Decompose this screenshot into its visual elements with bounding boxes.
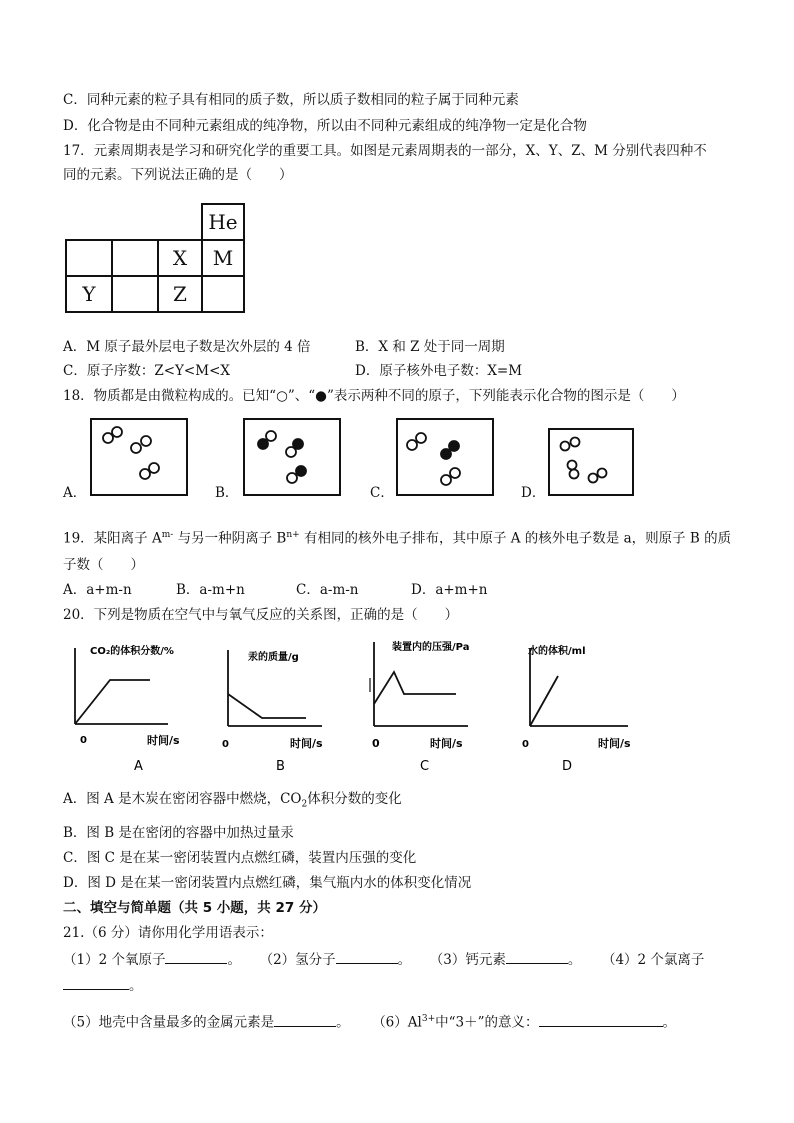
molecule-box-b — [243, 418, 341, 496]
q17-stem-line2: 同的元素。下列说法正确的是（ ） — [63, 167, 293, 183]
cell-empty-3 — [112, 276, 158, 312]
symbol-y: Y — [82, 282, 96, 306]
graph-a-origin: 0 — [80, 735, 87, 746]
q21-part-4: （4）2 个氯离子 — [601, 952, 705, 968]
q20-option-c: C．图 C 是在某一密闭装置内点燃红磷，装置内压强的变化 — [63, 850, 417, 866]
q17-option-a: A．M 原子最外层电子数是次外层的 4 倍 — [63, 339, 311, 355]
graph-c-xlabel: 时间/s — [430, 737, 463, 750]
graph-a-caption: A — [134, 759, 143, 774]
q18-label-b: B． — [215, 485, 239, 501]
q19-option-d: D．a+m+n — [411, 582, 488, 598]
q21-part-6-text: 中“3＋”的意义： — [435, 1014, 539, 1031]
section-2-title: 二、填空与简单题（共 5 小题，共 27 分） — [63, 900, 326, 916]
q21-part-5: （5）地壳中含量最多的金属元素是 — [63, 1014, 275, 1031]
q19-charge-a: m- — [161, 530, 174, 540]
graph-c-curve — [374, 672, 456, 704]
q20-stem: 20．下列是物质在空气中与氧气反应的关系图，正确的是（ ） — [63, 607, 459, 623]
q20-option-a-text: A．图 A 是木炭在密闭容器中燃烧，CO — [63, 791, 302, 807]
molecule-box-c — [396, 418, 494, 496]
graph-a-xlabel: 时间/s — [147, 734, 180, 747]
periodic-table-figure — [64, 202, 248, 316]
q19-option-c: C．a-m-n — [296, 582, 359, 598]
q19-stem-line2: 子数（ ） — [63, 557, 144, 573]
q19-option-a: A．a+m-n — [63, 582, 132, 598]
q17-option-b: B．X 和 Z 处于同一周期 — [355, 339, 505, 355]
q20-option-a-subscript: 2 — [301, 799, 308, 810]
q17-option-c: C．原子序数：Z<Y<M<X — [63, 363, 230, 379]
graph-a-curve — [75, 680, 150, 724]
punct: 。 — [227, 952, 241, 968]
q19-option-b: B．a-m+n — [176, 582, 245, 598]
graph-b-xlabel: 时间/s — [290, 737, 323, 750]
symbol-z: Z — [173, 282, 187, 306]
graph-a-ylabel: CO₂的体积分数/% — [90, 646, 174, 657]
punct: 。 — [567, 952, 582, 968]
q21-part-6: （6）Al — [372, 1014, 422, 1031]
symbol-m: M — [212, 246, 234, 270]
graph-c-origin: 0 — [372, 737, 380, 750]
q21-stem: 21.（6 分）请你用化学用语表示： — [63, 925, 273, 941]
q21-part-2: （2）氢分子 — [259, 952, 336, 968]
graph-b-curve — [228, 694, 306, 718]
answer-blank-5[interactable] — [274, 1012, 336, 1027]
graph-d-caption: D — [562, 759, 573, 774]
graph-c-caption: C — [420, 759, 430, 774]
q18-label-a: A． — [63, 485, 87, 501]
punct: 。 — [397, 952, 412, 968]
answer-blank-1[interactable] — [165, 949, 227, 964]
graph-b-ylabel: 汞的质量/g — [248, 652, 299, 663]
cell-empty-1 — [66, 240, 112, 276]
q21-part-6-charge: 3+ — [421, 1014, 436, 1024]
q18-stem: 18．物质都是由微粒构成的。已知“○”、“●”表示两种不同的原子，下列能表示化合物的图示是（ ） — [63, 388, 685, 404]
punct: 。 — [662, 1014, 677, 1031]
q21-row-2 — [63, 1010, 676, 1032]
graph-d — [520, 636, 660, 776]
answer-blank-2[interactable] — [336, 949, 398, 964]
graph-c-ylabel: 装置内的压强/Pa — [392, 642, 470, 653]
q18-label-d: D． — [521, 485, 546, 501]
cell-empty-2 — [112, 240, 158, 276]
q21-row-1 — [63, 949, 704, 969]
q16-option-d: D．化合物是由不同种元素组成的纯净物，所以由不同种元素组成的纯净物一定是化合物 — [63, 118, 587, 134]
graph-b-origin: 0 — [222, 739, 229, 750]
q17-stem-line1: 17．元素周期表是学习和研究化学的重要工具。如图是元素周期表的一部分，X、Y、Z、M 分别代表四种不 — [63, 143, 707, 159]
q20-option-a-text-2: 体积分数的变化 — [307, 791, 402, 807]
q19-text-2: 与另一种阴离子 B — [173, 530, 287, 547]
q17-option-d: D．原子核外电子数：X=M — [355, 363, 523, 379]
q19-text-3: 有相同的核外电子排布，其中原子 A 的核外电子数是 a，则原子 B 的质 — [299, 530, 732, 547]
q16-option-c: C．同种元素的粒子具有相同的质子数，所以质子数相同的粒子属于同种元素 — [63, 92, 519, 108]
q19-text-1: 19．某阳离子 A — [63, 530, 162, 547]
q21-part-1: （1）2 个氧原子 — [63, 952, 166, 968]
graph-b — [224, 636, 354, 776]
graph-d-curve — [530, 676, 558, 726]
answer-blank-3[interactable] — [506, 949, 568, 964]
q20-option-a — [63, 790, 402, 814]
symbol-he: He — [208, 210, 238, 234]
molecule-box-a — [90, 418, 188, 496]
punct: 。 — [129, 978, 143, 994]
graph-d-xlabel: 时间/s — [598, 737, 631, 750]
q20-option-d: D．图 D 是在某一密闭装置内点燃红磷，集气瓶内水的体积变化情况 — [63, 875, 472, 891]
cell-empty-4 — [202, 276, 244, 312]
graph-d-ylabel: 水的体积/ml — [528, 646, 586, 657]
punct: 。 — [336, 1014, 350, 1031]
graph-a — [68, 636, 198, 776]
graph-c — [368, 636, 498, 776]
q20-option-b: B．图 B 是在密闭的容器中加热过量汞 — [63, 825, 294, 841]
q21-row-1-continued — [63, 975, 143, 995]
graph-d-origin: 0 — [522, 739, 529, 750]
q18-label-c: C． — [370, 485, 394, 501]
symbol-x: X — [172, 246, 188, 270]
q21-part-3: （3）钙元素 — [429, 952, 506, 968]
q19-stem-line1 — [63, 526, 731, 548]
graph-b-caption: B — [276, 759, 285, 774]
molecule-box-d — [548, 428, 634, 496]
q19-charge-b: n+ — [286, 530, 300, 540]
answer-blank-4[interactable] — [63, 975, 129, 990]
answer-blank-6[interactable] — [539, 1012, 663, 1027]
